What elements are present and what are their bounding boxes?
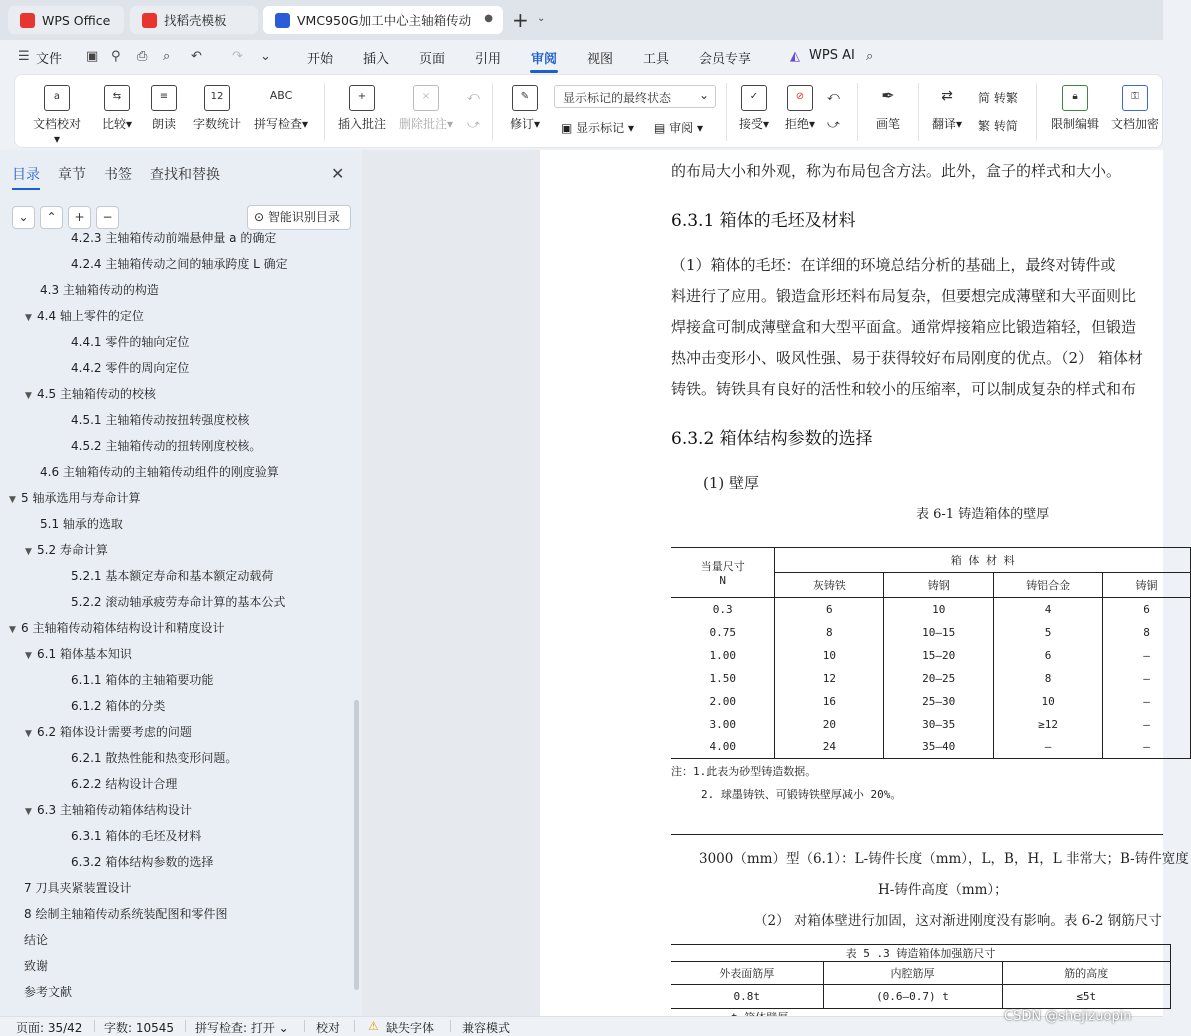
toc-item[interactable] bbox=[71, 433, 261, 459]
active-menu-underline bbox=[530, 70, 558, 73]
print-icon[interactable]: ⎙ bbox=[137, 49, 148, 64]
toc-item-label: 4.5 主轴箱传动的校核 bbox=[37, 387, 156, 401]
toc-item[interactable] bbox=[9, 615, 224, 641]
toc-item-label: 5.2.1 基本额定寿命和基本额定动载荷 bbox=[71, 569, 274, 583]
ribbon-separator bbox=[1036, 83, 1037, 141]
navigation-pane bbox=[0, 150, 362, 1016]
toc-item-label: 5 轴承选用与寿命计算 bbox=[21, 491, 141, 505]
remove-toc-item-button[interactable]: − bbox=[96, 206, 119, 229]
toc-item[interactable] bbox=[25, 719, 192, 745]
add-toc-item-button[interactable]: + bbox=[68, 206, 91, 229]
document-area bbox=[362, 150, 1189, 1016]
table2-cell: ≤5t bbox=[1002, 985, 1171, 1009]
next-comment-icon[interactable]: ⤻ bbox=[467, 117, 480, 131]
read-aloud-label: 朗读 bbox=[151, 117, 176, 131]
table2-col-header: 筋的高度 bbox=[1002, 962, 1171, 985]
menu-tools[interactable]: 工具 bbox=[643, 52, 670, 67]
table-cell: 3.00 bbox=[671, 713, 775, 736]
encrypt-icon: ⚿ bbox=[1122, 85, 1148, 111]
pen-label: 画笔 bbox=[875, 117, 900, 131]
table-caption: 表 6-1 铸造箱体的壁厚 bbox=[916, 507, 1050, 522]
table-row bbox=[671, 598, 1191, 621]
table-cell: 6 bbox=[994, 644, 1103, 667]
table-cell: 10 bbox=[884, 598, 994, 621]
show-markup-button[interactable]: ▣ 显示标记 ▾ bbox=[561, 121, 635, 135]
toc-item-label: 4.4.2 零件的周向定位 bbox=[71, 361, 190, 375]
table-row bbox=[671, 644, 1191, 667]
delete-comment-button[interactable]: × 删除批注▾ bbox=[396, 85, 456, 132]
template-icon bbox=[142, 13, 157, 28]
menu-reference[interactable]: 引用 bbox=[475, 52, 502, 67]
close-icon[interactable]: ✕ bbox=[331, 164, 345, 183]
wps-logo-icon bbox=[20, 13, 35, 28]
status-separator bbox=[185, 1020, 186, 1032]
encrypt-label: 文档加密 bbox=[1110, 117, 1159, 131]
menu-view[interactable]: 视图 bbox=[587, 52, 614, 67]
toc-item-label: 结论 bbox=[24, 933, 49, 947]
toc-item-label: 6.1 箱体基本知识 bbox=[37, 647, 132, 661]
compare-button[interactable]: ⇆ 比较▾ bbox=[99, 85, 135, 132]
toc-item-label: 6.2.1 散热性能和热变形问题。 bbox=[71, 751, 238, 765]
tab-bar bbox=[0, 0, 1163, 40]
toc-item-label: 6.3.2 箱体结构参数的选择 bbox=[71, 855, 214, 869]
table-cell: 16 bbox=[775, 690, 884, 713]
table-header-size: 当量尺寸 bbox=[700, 560, 745, 573]
toc-item-label: 4.6 主轴箱传动的主轴箱传动组件的刚度验算 bbox=[40, 465, 279, 479]
table-col-header: 铸钢 bbox=[884, 573, 994, 598]
compare-icon: ⇆ bbox=[104, 85, 130, 111]
status-spell-check[interactable]: 拼写检查: 打开 ⌄ bbox=[195, 1021, 289, 1035]
expand-up-button[interactable]: ⌃ bbox=[40, 206, 63, 229]
delete-comment-label: 删除批注 bbox=[398, 117, 447, 131]
tab-wps-label: WPS Office bbox=[42, 12, 111, 28]
simp-to-trad-button[interactable]: 简 转繁 bbox=[978, 91, 1018, 105]
toc-item-label: 6.3 主轴箱传动箱体结构设计 bbox=[37, 803, 192, 817]
toc-item[interactable] bbox=[24, 953, 48, 979]
markup-mode-value: 显示标记的最终状态 bbox=[563, 91, 672, 105]
menu-review[interactable]: 审阅 bbox=[531, 52, 558, 67]
ribbon-separator bbox=[857, 83, 858, 141]
toc-item[interactable] bbox=[71, 823, 201, 849]
paint-icon[interactable]: ⚲ bbox=[111, 49, 121, 64]
table-cell: 6 bbox=[775, 598, 884, 621]
table-cell: 10 bbox=[775, 644, 884, 667]
status-compat-mode[interactable]: 兼容模式 bbox=[462, 1021, 511, 1035]
tab-template-label: 找稻壳模板 bbox=[164, 13, 227, 28]
delete-comment-icon: × bbox=[413, 85, 439, 111]
doc-check-label: 文档校对 bbox=[32, 117, 81, 131]
toc-list bbox=[0, 231, 356, 1016]
table2-col-header: 外表面筋厚 bbox=[671, 962, 823, 985]
toc-item[interactable] bbox=[71, 849, 213, 875]
table2-cell: 0.8t bbox=[671, 985, 823, 1009]
undo-icon[interactable]: ↶ bbox=[191, 49, 202, 64]
menu-bar bbox=[0, 40, 1163, 74]
toc-item-label: 4.2.4 主轴箱传动之间的轴承跨度 L 确定 bbox=[71, 257, 288, 271]
table-cell: 0.3 bbox=[671, 598, 775, 621]
table-row bbox=[671, 713, 1191, 736]
toc-expand-arrow-icon[interactable]: ▼ bbox=[25, 313, 32, 323]
toc-item-label: 5.2.2 滚动轴承疲劳寿命计算的基本公式 bbox=[71, 595, 286, 609]
table-header-cell bbox=[671, 548, 775, 598]
smart-toc-button[interactable]: ⊙ 智能识别目录 bbox=[247, 205, 351, 230]
warning-icon: ⚠ bbox=[368, 1019, 379, 1033]
toc-item[interactable] bbox=[25, 537, 108, 563]
read-aloud-button[interactable] bbox=[148, 85, 180, 132]
toc-item[interactable] bbox=[25, 797, 192, 823]
next-change-icon[interactable]: ⤻ bbox=[827, 117, 840, 131]
reject-button[interactable]: ⊘ 拒绝▾ bbox=[781, 85, 819, 132]
chevron-down-icon: ⌄ bbox=[698, 88, 709, 102]
table-cell: 8 bbox=[994, 667, 1103, 690]
menu-file[interactable]: 文件 bbox=[36, 52, 63, 67]
toc-expand-arrow-icon[interactable]: ▼ bbox=[25, 547, 32, 557]
smart-toc-label: 智能识别目录 bbox=[267, 210, 340, 224]
table-cell: — bbox=[1103, 667, 1191, 690]
table-cell: 5 bbox=[994, 621, 1103, 644]
table-cell: 2.00 bbox=[671, 690, 775, 713]
toc-item[interactable] bbox=[71, 355, 189, 381]
table-cell: ≥12 bbox=[994, 713, 1103, 736]
doc-paragraph: 热冲击变形小、吸风性强、易于获得较好布局刚度的优点。（2） 箱体材 bbox=[671, 349, 1143, 367]
new-tab-button[interactable]: + bbox=[512, 8, 529, 32]
table-cell: 15—20 bbox=[884, 644, 994, 667]
toc-item[interactable] bbox=[24, 927, 48, 953]
doc-paragraph: （2） 对箱体壁进行加固，这对渐进刚度没有影响。表 6-2 钢筋尺寸 bbox=[754, 913, 1162, 929]
table-cell: 4 bbox=[994, 598, 1103, 621]
doc-paragraph: 焊接盒可制成薄壁盒和大型平面盒。通常焊接箱应比锻造箱轻，但锻造 bbox=[671, 318, 1137, 336]
ribbon-separator bbox=[726, 83, 727, 141]
insert-comment-button[interactable] bbox=[336, 85, 388, 132]
table-cell: 0.75 bbox=[671, 621, 775, 644]
status-spell-label: 拼写检查: 打开 bbox=[195, 1021, 275, 1035]
ribbon-toolbar bbox=[14, 74, 1163, 148]
table-row bbox=[671, 736, 1191, 759]
trad-to-simp-button[interactable]: 繁 转简 bbox=[978, 119, 1018, 133]
status-page[interactable]: 页面: 35/42 bbox=[16, 1021, 83, 1035]
toc-item[interactable] bbox=[25, 641, 132, 667]
table2-cell: (0.6—0.7) t bbox=[823, 985, 1002, 1009]
word-count-label: 字数统计 bbox=[192, 117, 241, 131]
status-proofread[interactable]: 校对 bbox=[316, 1021, 341, 1035]
toc-expand-arrow-icon[interactable]: ▼ bbox=[25, 651, 32, 661]
markup-mode-select[interactable] bbox=[554, 85, 716, 108]
encrypt-button[interactable] bbox=[1109, 85, 1161, 132]
accept-label: 接受 bbox=[738, 117, 763, 131]
insert-comment-label: 插入批注 bbox=[337, 117, 386, 131]
toc-item-label: 6.1.2 箱体的分类 bbox=[71, 699, 166, 713]
table-header-unit: N bbox=[719, 574, 727, 587]
status-separator bbox=[450, 1020, 451, 1032]
doc-formula-line: 3000（mm）型（6.1）：L-铸件长度（mm），L，B，H，L 非常大；B-铸件宽度 bbox=[699, 851, 1189, 867]
table-cell: 10—15 bbox=[884, 621, 994, 644]
review-pane-label: 审阅 bbox=[669, 121, 694, 135]
status-separator bbox=[354, 1020, 355, 1032]
toc-item-label: 5.2 寿命计算 bbox=[37, 543, 108, 557]
toc-item-label: 4.3 主轴箱传动的构造 bbox=[40, 283, 159, 297]
doc-formula-line: H-铸件高度（mm）； bbox=[878, 882, 1008, 898]
menu-insert[interactable]: 插入 bbox=[363, 52, 390, 67]
table-cell: 20—25 bbox=[884, 667, 994, 690]
table-cell: 12 bbox=[775, 667, 884, 690]
doc-paragraph: 铸铁。铸铁具有良好的活性和较小的压缩率，可以制成复杂的样式和布 bbox=[671, 380, 1137, 398]
table-cell: 8 bbox=[775, 621, 884, 644]
spell-check-button[interactable]: ABC 拼写检查▾ bbox=[251, 85, 311, 132]
table2-caption: 表 5 .3 铸造箱体加强筋尺寸 bbox=[671, 945, 1171, 962]
table-cell: — bbox=[994, 736, 1103, 759]
table-row bbox=[671, 621, 1191, 644]
status-bar bbox=[0, 1009, 1163, 1035]
revise-icon: ✎ bbox=[512, 85, 538, 111]
spell-check-label: 拼写检查 bbox=[253, 117, 302, 131]
doc-paragraph: （1）箱体的毛坯：在详细的环境总结分析的基础上，最终对铸件或 bbox=[671, 256, 1116, 274]
doc-paragraph: 的布局大小和外观，称为布局包含方法。此外，盒子的样式和大小。 bbox=[671, 162, 1122, 180]
show-markup-label: 显示标记 bbox=[576, 121, 625, 135]
spell-check-icon: ABC bbox=[269, 89, 293, 102]
ribbon-separator bbox=[492, 83, 493, 141]
menu-page[interactable]: 页面 bbox=[419, 52, 446, 67]
more-quick-icon[interactable]: ⌄ bbox=[260, 49, 271, 64]
status-word-count[interactable]: 字数: 10545 bbox=[104, 1021, 175, 1035]
table-row bbox=[671, 690, 1191, 713]
toc-expand-arrow-icon[interactable]: ▼ bbox=[25, 729, 32, 739]
toc-item[interactable] bbox=[71, 251, 288, 277]
toc-item-label: 5.1 轴承的选取 bbox=[40, 517, 123, 531]
toc-item-label: 参考文献 bbox=[24, 985, 73, 999]
accept-icon: ✓ bbox=[741, 85, 767, 111]
table-body bbox=[671, 598, 1191, 759]
toc-item[interactable] bbox=[71, 745, 237, 771]
doc-paragraph: 料进行了应用。锻造盒形坯料布局复杂，但要想完成薄壁和大平面则比 bbox=[671, 287, 1137, 305]
toc-item[interactable] bbox=[71, 589, 285, 615]
table-cell: — bbox=[1103, 713, 1191, 736]
nav-tab-find-replace[interactable]: 查找和替换 bbox=[150, 167, 220, 183]
review-pane-button[interactable]: ▤ 审阅 ▾ bbox=[654, 121, 704, 135]
table-cell: 35—40 bbox=[884, 736, 994, 759]
toc-item-label: 6.2 箱体设计需要考虑的问题 bbox=[37, 725, 192, 739]
toc-item[interactable] bbox=[71, 225, 276, 251]
table-col-header: 铸铝合金 bbox=[994, 573, 1103, 598]
watermark-text: CSDN @shejizuopin bbox=[1004, 1009, 1132, 1024]
print-preview-icon[interactable]: ⌕ bbox=[163, 49, 171, 64]
table2-col-header: 内腔筋厚 bbox=[823, 962, 1002, 985]
translate-label: 翻译 bbox=[931, 117, 956, 131]
table-cell: 8 bbox=[1103, 621, 1191, 644]
toc-item[interactable] bbox=[24, 875, 131, 901]
ribbon-separator bbox=[324, 83, 325, 141]
toc-item-label: 6 主轴箱传动箱体结构设计和精度设计 bbox=[21, 621, 225, 635]
toc-item-label: 4.5.1 主轴箱传动按扭转强度校核 bbox=[71, 413, 250, 427]
doc-check-button[interactable]: a 文档校对▾ bbox=[30, 85, 84, 146]
tab-template[interactable] bbox=[130, 6, 258, 34]
toc-item-label: 6.2.2 结构设计合理 bbox=[71, 777, 178, 791]
table-cell: 6 bbox=[1103, 598, 1191, 621]
table-cell: 24 bbox=[775, 736, 884, 759]
table-cell: — bbox=[1103, 690, 1191, 713]
toc-item-label: 4.4 轴上零件的定位 bbox=[37, 309, 144, 323]
tab-document[interactable] bbox=[263, 6, 503, 34]
tab-wps-office[interactable] bbox=[8, 6, 124, 34]
reject-label: 拒绝 bbox=[784, 117, 809, 131]
toc-expand-arrow-icon[interactable]: ▼ bbox=[25, 807, 32, 817]
toc-item[interactable] bbox=[40, 459, 279, 485]
toc-item-label: 4.2.3 主轴箱传动前端悬伸量 a 的确定 bbox=[71, 231, 277, 245]
toc-item-label: 4.5.2 主轴箱传动的扭转刚度校核。 bbox=[71, 439, 262, 453]
reject-icon: ⊘ bbox=[787, 85, 813, 111]
insert-comment-icon: + bbox=[349, 85, 375, 111]
table-cell: 25—30 bbox=[884, 690, 994, 713]
translate-icon: ⇄ bbox=[941, 88, 953, 104]
revise-button[interactable]: ✎ 修订▾ bbox=[505, 85, 545, 132]
table-header-material: 箱 体 材 料 bbox=[775, 548, 1191, 573]
table-col-header: 铸铜 bbox=[1103, 573, 1191, 598]
wall-thickness-table bbox=[671, 547, 1191, 759]
nav-tab-active-underline bbox=[12, 188, 40, 190]
pen-icon: ✒ bbox=[881, 86, 895, 105]
wps-ai-icon: ◭ bbox=[790, 49, 800, 64]
table-cell: 30—35 bbox=[884, 713, 994, 736]
doc-heading-632: 6.3.2 箱体结构参数的选择 bbox=[671, 429, 873, 449]
toc-expand-arrow-icon[interactable]: ▼ bbox=[9, 495, 16, 505]
word-count-icon: 12 bbox=[204, 85, 230, 111]
toc-item-label: 致谢 bbox=[24, 959, 49, 973]
toc-item[interactable] bbox=[71, 771, 177, 797]
tab-list-dropdown-icon[interactable]: ⌄ bbox=[537, 13, 546, 24]
toc-item[interactable] bbox=[24, 979, 72, 1005]
divider-line bbox=[671, 834, 1163, 835]
collapse-all-button[interactable]: ⌄ bbox=[12, 206, 35, 229]
toc-item[interactable] bbox=[71, 407, 249, 433]
read-aloud-icon: ≡ bbox=[151, 85, 177, 111]
status-separator bbox=[304, 1020, 305, 1032]
toc-item[interactable] bbox=[71, 329, 189, 355]
tab-document-label: VMC950G加工中心主轴箱传动 bbox=[297, 13, 472, 28]
nav-tab-bookmark[interactable]: 书签 bbox=[104, 167, 132, 183]
compare-label: 比较 bbox=[101, 117, 126, 131]
table-cell: — bbox=[1103, 644, 1191, 667]
status-missing-font[interactable]: 缺失字体 bbox=[386, 1021, 435, 1035]
table-cell: 10 bbox=[994, 690, 1103, 713]
document-page[interactable] bbox=[540, 150, 1189, 1016]
prev-comment-icon[interactable]: ⤺ bbox=[467, 89, 480, 103]
toc-item[interactable] bbox=[71, 693, 165, 719]
table-note-2: 2. 球墨铸铁、可锻铸铁壁厚减小 20%。 bbox=[701, 788, 902, 801]
toc-item-label: 8 绘制主轴箱传动系统装配图和零件图 bbox=[24, 907, 228, 921]
table-cell: — bbox=[1103, 736, 1191, 759]
search-icon[interactable]: ⌕ bbox=[866, 49, 874, 64]
accept-button[interactable]: ✓ 接受▾ bbox=[735, 85, 773, 132]
table-cell: 1.00 bbox=[671, 644, 775, 667]
toc-item-label: 6.3.1 箱体的毛坯及材料 bbox=[71, 829, 202, 843]
nav-tab-toc[interactable]: 目录 bbox=[12, 167, 40, 183]
restrict-edit-icon: 🔒︎ bbox=[1062, 85, 1088, 111]
table-note-1: 注：1.此表为砂型铸造数据。 bbox=[671, 765, 817, 778]
table-cell: 4.00 bbox=[671, 736, 775, 759]
toc-item[interactable] bbox=[24, 901, 227, 927]
doc-check-icon: a bbox=[44, 85, 70, 111]
toc-item-label: 6.1.1 箱体的主轴箱要功能 bbox=[71, 673, 214, 687]
toc-item[interactable] bbox=[25, 381, 156, 407]
prev-change-icon[interactable]: ⤺ bbox=[827, 89, 840, 103]
toc-item[interactable] bbox=[71, 563, 273, 589]
toc-item[interactable] bbox=[40, 511, 123, 537]
tab-close-dot-icon[interactable]: ● bbox=[484, 13, 493, 24]
save-icon[interactable]: ▣ bbox=[86, 49, 99, 64]
table-cell: 20 bbox=[775, 713, 884, 736]
word-doc-icon bbox=[275, 13, 290, 28]
redo-icon[interactable]: ↷ bbox=[232, 49, 243, 64]
restrict-edit-label: 限制编辑 bbox=[1050, 117, 1099, 131]
doc-subheading-wall: (1) 壁厚 bbox=[703, 474, 760, 492]
toc-item-label: 7 刀具夹紧装置设计 bbox=[24, 881, 132, 895]
pen-button[interactable] bbox=[873, 85, 903, 132]
status-separator bbox=[94, 1020, 95, 1032]
revise-label: 修订 bbox=[509, 117, 534, 131]
table-col-header: 灰铸铁 bbox=[775, 573, 884, 598]
toc-scrollbar[interactable] bbox=[354, 700, 359, 990]
toc-expand-arrow-icon[interactable]: ▼ bbox=[9, 625, 16, 635]
hamburger-menu-icon[interactable]: ☰ bbox=[18, 49, 30, 64]
toc-item[interactable] bbox=[25, 303, 144, 329]
table-cell: 1.50 bbox=[671, 667, 775, 690]
ribbon-separator bbox=[918, 83, 919, 141]
word-count-button[interactable] bbox=[191, 85, 243, 132]
toc-item-label: 4.4.1 零件的轴向定位 bbox=[71, 335, 190, 349]
toc-item[interactable] bbox=[71, 667, 213, 693]
restrict-edit-button[interactable] bbox=[1049, 85, 1101, 132]
nav-tab-chapter[interactable]: 章节 bbox=[58, 167, 86, 183]
toc-expand-arrow-icon[interactable]: ▼ bbox=[25, 391, 32, 401]
menu-wps-ai[interactable]: WPS AI bbox=[809, 48, 855, 63]
menu-start[interactable]: 开始 bbox=[307, 52, 334, 67]
menu-vip[interactable]: 会员专享 bbox=[699, 52, 752, 67]
toc-item[interactable] bbox=[40, 277, 159, 303]
toc-item[interactable] bbox=[9, 485, 140, 511]
doc-heading-631: 6.3.1 箱体的毛坯及材料 bbox=[671, 211, 856, 231]
table-row bbox=[671, 667, 1191, 690]
translate-button[interactable]: ⇄ 翻译▾ bbox=[927, 85, 967, 132]
